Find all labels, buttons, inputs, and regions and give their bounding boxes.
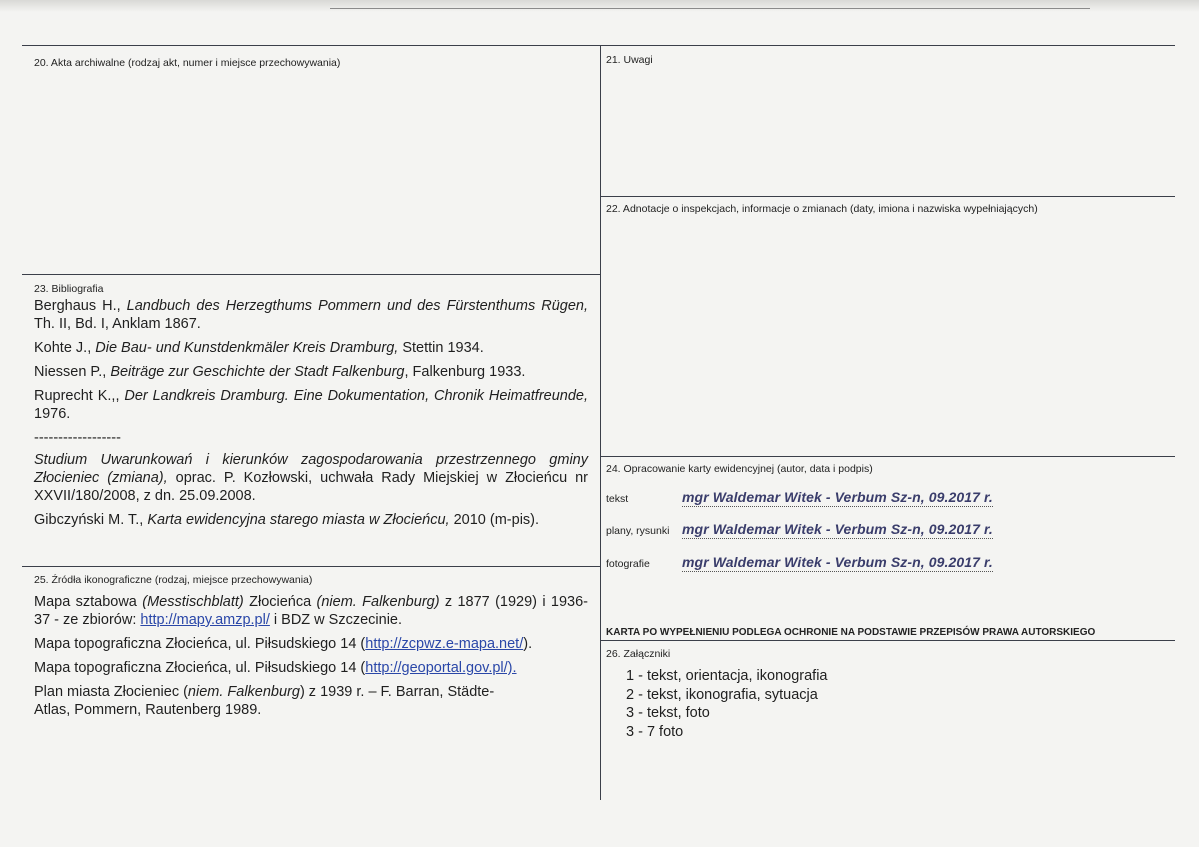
bib-title: Landbuch des Herzegthums Pommern und des Fürstenthums Rügen, xyxy=(126,298,588,314)
divider-23-25 xyxy=(22,566,600,567)
source-text: ). xyxy=(523,636,533,652)
bib-entry-niessen xyxy=(34,363,588,381)
bib-entry-studium xyxy=(34,451,588,505)
attachment-item: 1 - tekst, orientacja, ikonografia xyxy=(626,668,828,684)
bib-author: Kohte J., xyxy=(34,340,96,356)
bib-author: Berghaus H., xyxy=(34,298,127,314)
section-25-label: 25. Źródła ikonograficzne (rodzaj, miejsce przechowywania) xyxy=(34,574,313,586)
bib-author: Niessen P., xyxy=(34,364,111,380)
section-23-label: 23. Bibliografia xyxy=(34,283,104,295)
bibliography xyxy=(34,297,588,535)
source-entry-plan-miasta xyxy=(34,683,504,719)
bib-separator: ------------------ xyxy=(34,430,121,446)
divider-24-26 xyxy=(601,640,1175,641)
bib-entry-kohte xyxy=(34,339,588,357)
section-26-label: 26. Załączniki xyxy=(606,648,671,660)
author-signature: mgr Waldemar Witek - Verbum Sz-n, 09.2017 r. xyxy=(682,554,993,570)
source-text: Plan miasta Złocieniec ( xyxy=(34,684,188,700)
author-row-photos xyxy=(606,554,993,572)
bib-author: Gibczyński M. T., xyxy=(34,512,148,528)
attachments-list xyxy=(626,667,828,741)
source-text-italic: (niem. Falkenburg) xyxy=(316,594,440,610)
bib-entry-berghaus xyxy=(34,297,588,333)
bib-entry-ruprecht xyxy=(34,387,588,423)
bib-details: , Falkenburg 1933. xyxy=(404,364,526,380)
author-signature: mgr Waldemar Witek - Verbum Sz-n, 09.2017 r. xyxy=(682,489,993,505)
divider-22-24 xyxy=(601,456,1175,457)
source-entry-mapa-topo-1 xyxy=(34,635,588,653)
source-text-italic: (Messtischblatt) xyxy=(142,594,244,610)
source-text: Mapa topograficzna Złocieńca, ul. Piłsudskiego 14 ( xyxy=(34,636,366,652)
bib-details: Th. II, Bd. I, Anklam 1867. xyxy=(34,316,201,332)
divider-21-22 xyxy=(601,196,1175,197)
source-text: Mapa topograficzna Złocieńca, ul. Piłsudskiego 14 ( xyxy=(34,660,366,676)
section-22-label: 22. Adnotacje o inspekcjach, informacje o zmianach (daty, imiona i nazwiska wypełniających) xyxy=(606,203,1038,215)
bib-entry-gibczynski xyxy=(34,511,588,529)
copyright-notice: KARTA PO WYPEŁNIENIU PODLEGA OCHRONIE NA PODSTAWIE PRZEPISÓW PRAWA AUTORSKIEGO xyxy=(606,627,1096,638)
bib-title: Der Landkreis Dramburg. Eine Dokumentation, Chronik Heimatfreunde, xyxy=(124,388,588,404)
attachment-item: 3 - tekst, foto xyxy=(626,705,710,721)
source-text: i BDZ w Szczecinie. xyxy=(269,612,403,628)
link-zcpwz-emapa[interactable]: http://zcpwz.e-mapa.net/ xyxy=(365,636,524,652)
section-24-label: 24. Opracowanie karty ewidencyjnej (autor, data i podpis) xyxy=(606,463,873,475)
bib-details: oprac. P. Kozłowski, uchwała Rady Miejskiej w Złocieńcu nr XXVII/180/2008, z dn. 25.09.2008. xyxy=(34,470,588,504)
divider-top xyxy=(22,45,1175,46)
source-entry-mapa-topo-2 xyxy=(34,659,588,677)
attachment-item: 2 - tekst, ikonografia, sytuacja xyxy=(626,686,818,703)
link-geoportal[interactable]: http://geoportal.gov.pl/). xyxy=(365,660,517,676)
author-signature: mgr Waldemar Witek - Verbum Sz-n, 09.2017 r. xyxy=(682,521,993,537)
bib-title: Karta ewidencyjna starego miasta w Złocieńcu, xyxy=(147,512,450,528)
source-text: Złocieńca xyxy=(243,594,317,610)
bib-details: 2010 (m-pis). xyxy=(449,512,540,528)
section-20-label: 20. Akta archiwalne (rodzaj akt, numer i miejsce przechowywania) xyxy=(34,57,341,69)
source-entry-mapa-sztabowa xyxy=(34,593,588,629)
author-row-label: tekst xyxy=(606,493,629,505)
section-21-label: 21. Uwagi xyxy=(606,54,653,66)
source-text: ) z 1939 r. – F. Barran, Städte-Atlas, Pommern, Rautenberg 1989. xyxy=(34,684,495,718)
divider-20-23 xyxy=(22,274,600,275)
divider-center xyxy=(600,45,601,800)
link-mapy-amzp[interactable]: http://mapy.amzp.pl/ xyxy=(140,612,270,628)
iconographic-sources xyxy=(34,593,588,725)
scan-top-line xyxy=(330,8,1090,9)
author-row-plans xyxy=(606,521,993,539)
scan-top-edge xyxy=(0,0,1199,12)
source-text-italic: niem. Falkenburg xyxy=(187,684,300,700)
source-text: Mapa sztabowa xyxy=(34,594,143,610)
author-row-label: fotografie xyxy=(606,558,650,570)
bib-title: Studium Uwarunkowań i kierunków zagospodarowania przestrzennego gminy Złocieniec (zmiana), xyxy=(34,452,588,486)
author-row-text xyxy=(606,489,993,507)
bib-title: Die Bau- und Kunstdenkmäler Kreis Dramburg, xyxy=(95,340,399,356)
bib-details: Stettin 1934. xyxy=(398,340,484,356)
bib-details: 1976. xyxy=(34,406,71,422)
author-row-label: plany, rysunki xyxy=(606,525,670,537)
source-text: z 1877 (1929) i 1936-37 - ze zbiorów: xyxy=(34,594,589,628)
attachment-item: 3 - 7 foto xyxy=(626,723,684,740)
bib-author: Ruprecht K.,, xyxy=(34,388,125,404)
bib-title: Beiträge zur Geschichte der Stadt Falkenburg xyxy=(110,364,405,380)
